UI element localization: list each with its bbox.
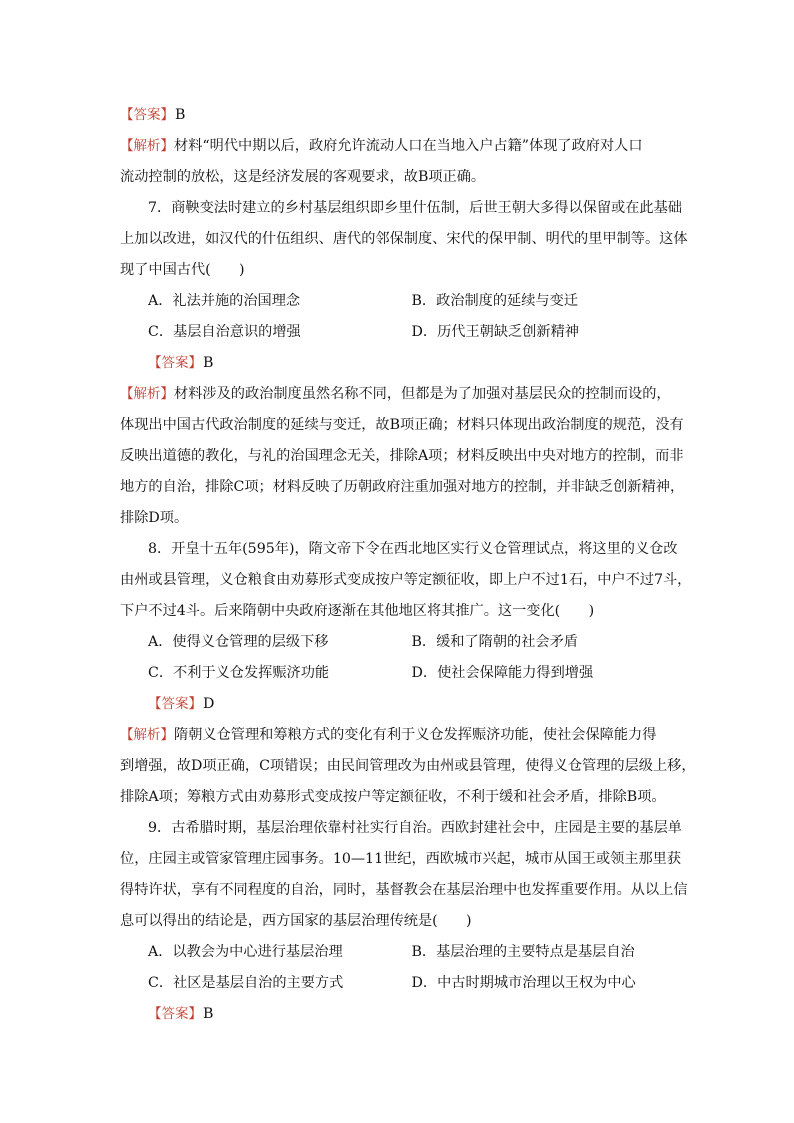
q7-option-d: D．历代王朝缺乏创新精神 bbox=[411, 324, 579, 340]
q7-answer bbox=[120, 348, 675, 379]
q7-option-a: A．礼法并施的治国理念 bbox=[148, 293, 301, 309]
q8-option-a: A．使得义仓管理的层级下移 bbox=[148, 634, 329, 650]
q6-analysis-line-2: 流动控制的放松，这是经济发展的客观要求，故B项正确。 bbox=[120, 169, 486, 185]
q7-option-c: C．基层自治意识的增强 bbox=[148, 324, 301, 340]
q9-option-c: C．社区是基层自治的主要方式 bbox=[148, 975, 344, 991]
q7-option-b: B．政治制度的延续与变迁 bbox=[411, 293, 578, 309]
q9-option-d: D．中古时期城市治理以王权为中心 bbox=[411, 975, 636, 991]
q7-analysis-line-2: 体现出中国古代政治制度的延续与变迁，故B项正确；材料只体现出政治制度的规范，没有 bbox=[120, 417, 684, 433]
q8-option-d: D．使社会保障能力得到增强 bbox=[411, 665, 594, 681]
q7-options-row-2 bbox=[120, 317, 675, 348]
q7-stem-line-1: 7．商鞅变法时建立的乡村基层组织即乡里什伍制，后世王朝大多得以保留或在此基础 bbox=[148, 200, 682, 216]
q6-answer-letter: B bbox=[175, 107, 186, 123]
q7-answer-letter: B bbox=[203, 355, 214, 371]
q7-analysis-line-1 bbox=[120, 379, 675, 410]
q9-stem-line-1: 9．古希腊时期，基层治理依靠村社实行自治。西欧封建社会中，庄园是主要的基层单 bbox=[148, 820, 682, 836]
q6-analysis-text: 材料“明代中期以后，政府允许流动人口在当地入户占籍”体现了政府对人口 bbox=[174, 138, 643, 154]
q7-analysis-text: 材料涉及的政治制度虽然名称不同，但都是为了加强对基层民众的控制而设的， bbox=[174, 386, 671, 402]
answer-tag: 【答案】 bbox=[120, 107, 174, 123]
analysis-tag: 【解析】 bbox=[120, 727, 174, 743]
q7-stem-line-3: 现了中国古代( ) bbox=[120, 262, 245, 278]
q8-stem-line-2: 由州或县管理，义仓粮食由劝募形式变成按户等定额征收，即上户不过1石，中户不过7斗， bbox=[120, 572, 692, 588]
q8-option-c: C．不利于义仓发挥赈济功能 bbox=[148, 665, 330, 681]
q7-analysis-line-5: 排除D项。 bbox=[120, 510, 189, 526]
answer-tag: 【答案】 bbox=[148, 696, 202, 712]
q7-analysis-line-4: 地方的自治，排除C项；材料反映了历朝政府注重加强对地方的控制，并非缺乏创新精神， bbox=[120, 479, 685, 495]
q9-stem-line-2: 位，庄园主或管家管理庄园事务。10—11世纪，西欧城市兴起，城市从国王或领主那里获 bbox=[120, 851, 682, 867]
q8-option-b: B．缓和了隋朝的社会矛盾 bbox=[411, 634, 578, 650]
q9-options-row-2 bbox=[120, 968, 675, 999]
analysis-tag: 【解析】 bbox=[120, 138, 174, 154]
answer-tag: 【答案】 bbox=[148, 355, 202, 371]
q8-analysis-text: 隋朝义仓管理和筹粮方式的变化有利于义仓发挥赈济功能，使社会保障能力得 bbox=[174, 727, 657, 743]
q6-analysis-line-1 bbox=[120, 131, 675, 162]
q8-stem-line-1: 8．开皇十五年(595年)，隋文帝下令在西北地区实行义仓管理试点，将这里的义仓改 bbox=[148, 541, 678, 557]
q8-analysis-line-2: 到增强，故D项正确，C项错误；由民间管理改为由州或县管理，使得义仓管理的层级上移， bbox=[120, 758, 696, 774]
document-body bbox=[120, 100, 696, 1030]
q8-analysis-line-1 bbox=[120, 720, 675, 751]
q9-stem-line-4: 息可以得出的结论是，西方国家的基层治理传统是( ) bbox=[120, 913, 472, 929]
q7-analysis-line-3: 反映出道德的教化，与礼的治国理念无关，排除A项；材料反映出中央对地方的控制，而非 bbox=[120, 448, 684, 464]
q7-options-row-1 bbox=[120, 286, 675, 317]
q9-options-row-1 bbox=[120, 937, 675, 968]
q8-answer bbox=[120, 689, 675, 720]
q9-stem-line-3: 得特许状，享有不同程度的自治，同时，基督教会在基层治理中也发挥重要作用。从以上信 bbox=[120, 882, 688, 898]
q8-analysis-line-3: 排除A项；筹粮方式由劝募形式变成按户等定额征收，不利于缓和社会矛盾，排除B项。 bbox=[120, 789, 666, 805]
q6-answer bbox=[120, 100, 675, 131]
q8-options-row-2 bbox=[120, 658, 675, 689]
q7-stem-line-2: 上加以改进，如汉代的什伍组织、唐代的邻保制度、宋代的保甲制、明代的里甲制等。这体 bbox=[120, 231, 688, 247]
q8-options-row-1 bbox=[120, 627, 675, 658]
q9-option-a: A．以教会为中心进行基层治理 bbox=[148, 944, 343, 960]
q9-answer-letter: B bbox=[203, 1006, 214, 1022]
q9-option-b: B．基层治理的主要特点是基层自治 bbox=[411, 944, 635, 960]
analysis-tag: 【解析】 bbox=[120, 386, 174, 402]
answer-tag: 【答案】 bbox=[148, 1006, 202, 1022]
q9-answer bbox=[120, 999, 675, 1030]
q8-answer-letter: D bbox=[203, 696, 215, 712]
q8-stem-line-3: 下户不过4斗。后来隋朝中央政府逐渐在其他地区将其推广。这一变化( ) bbox=[120, 603, 595, 619]
